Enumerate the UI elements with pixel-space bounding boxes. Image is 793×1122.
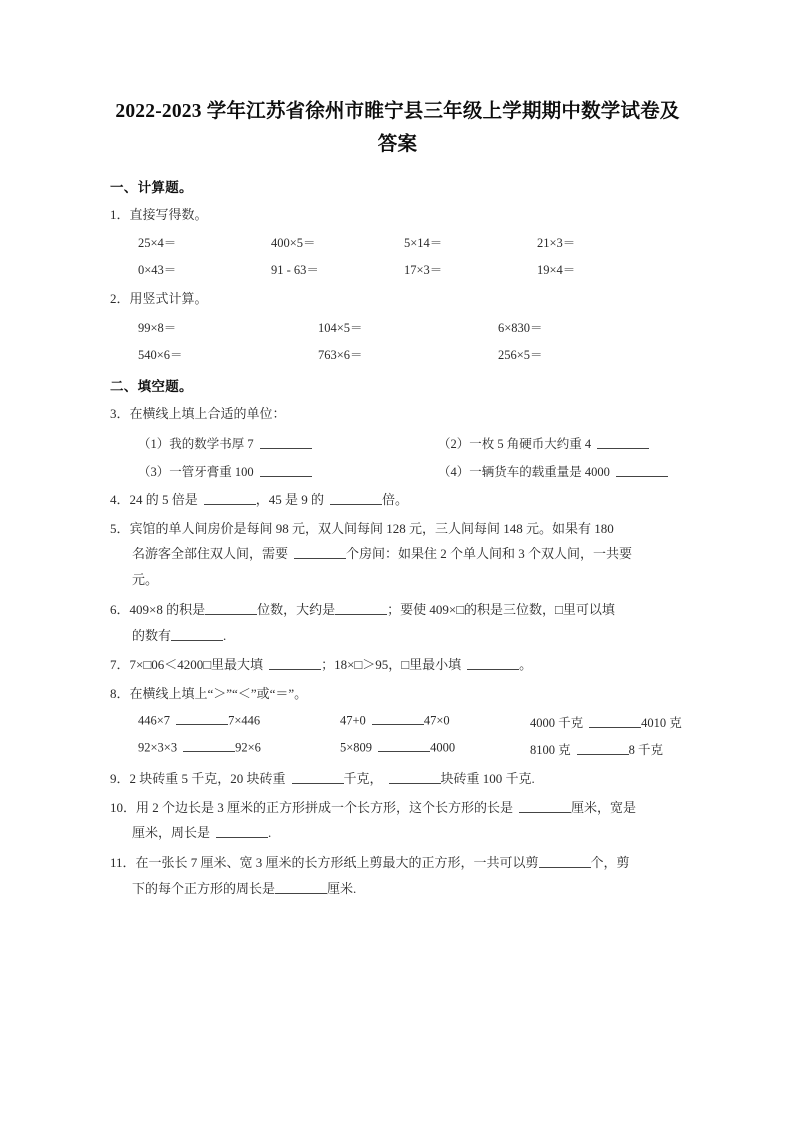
question-1-text: 直接写得数。	[129, 206, 208, 222]
expression: 6×830＝	[498, 321, 543, 335]
question-6-part-c: ；要使 409×□的积是三位数，□里可以填	[387, 601, 615, 617]
answer-blank[interactable]	[589, 715, 641, 728]
answer-blank[interactable]	[216, 825, 268, 838]
question-10-part-a: 用 2 个边长是 3 厘米的正方形拼成一个长方形，这个长方形的长是	[136, 799, 514, 815]
answer-blank[interactable]	[260, 436, 312, 449]
expression: 104×5＝	[318, 321, 363, 335]
section-heading-calculation: 一、计算题。	[110, 179, 193, 195]
question-6-number: 6．	[110, 601, 130, 617]
expression: 763×6＝	[318, 348, 363, 362]
answer-blank[interactable]	[519, 800, 571, 813]
answer-blank[interactable]	[372, 713, 424, 726]
question-2-row-1	[110, 318, 685, 336]
right-expression: 4010 克	[641, 715, 682, 730]
question-3-text: 在横线上填上合适的单位：	[129, 406, 286, 421]
answer-blank[interactable]	[183, 740, 235, 753]
question-5-line-2	[110, 544, 685, 564]
question-9-part-c: 块砖重 100 千克.	[440, 770, 535, 786]
question-5-line-3: 元。	[132, 572, 159, 587]
right-expression: 47×0	[423, 713, 450, 728]
expression: 21×3＝	[537, 236, 576, 251]
question-4-part-c: 倍。	[382, 491, 409, 507]
question-6-part-a: 409×8 的积是	[129, 601, 206, 617]
answer-blank[interactable]	[330, 492, 382, 505]
answer-blank[interactable]	[205, 602, 257, 615]
answer-blank[interactable]	[616, 464, 668, 477]
question-7-part-c: 。	[519, 657, 533, 673]
answer-blank[interactable]	[269, 657, 321, 670]
question-1-row-1	[110, 233, 685, 251]
question-2	[110, 289, 685, 309]
comparison-item	[530, 740, 663, 758]
left-expression: 446×7	[138, 713, 171, 728]
question-1-row-2	[110, 260, 685, 278]
question-9-number: 9．	[110, 770, 130, 786]
question-8	[110, 684, 685, 704]
question-8-row-1	[110, 713, 685, 731]
question-6-line-2	[110, 626, 685, 646]
question-3	[110, 404, 685, 424]
answer-blank[interactable]	[597, 436, 649, 449]
question-5-line-1: 宾馆的单人间房价是每间 98 元，双人间每间 128 元，三人间每间 148 元。如果有 180	[129, 520, 614, 536]
answer-blank[interactable]	[335, 602, 387, 615]
question-4	[110, 490, 685, 510]
left-expression: 4000 千克	[530, 715, 584, 730]
page-content	[110, 96, 685, 899]
question-11-part-a: 在一张长 7 厘米、宽 3 厘米的长方形纸上剪最大的正方形，一共可以剪	[135, 855, 539, 870]
answer-blank[interactable]	[176, 713, 228, 726]
question-8-number: 8．	[110, 686, 130, 701]
question-2-row-2	[110, 345, 685, 363]
expression: 25×4＝	[138, 236, 177, 251]
question-1-number: 1．	[110, 206, 130, 222]
item-label: （3）一管牙膏重 100	[138, 464, 254, 479]
right-expression: 92×6	[235, 740, 261, 755]
question-10-line-2	[110, 823, 685, 843]
question-2-number: 2．	[110, 291, 130, 307]
item-label: （4）一辆货车的载重量是 4000	[438, 464, 610, 479]
question-3-item-4	[438, 462, 738, 480]
answer-blank[interactable]	[260, 464, 312, 477]
question-3-number: 3．	[110, 406, 130, 421]
comparison-item	[530, 713, 682, 731]
question-10-part-d: .	[268, 825, 272, 841]
left-expression: 5×809	[340, 740, 373, 755]
question-11-part-c: 下的每个正方形的周长是	[132, 880, 276, 896]
right-expression: 7×446	[228, 713, 261, 728]
expression: 256×5＝	[498, 348, 543, 362]
page-title: 2022-2023 学年江苏省徐州市睢宁县三年级上学期期中数学试卷及答案	[115, 101, 680, 155]
answer-blank[interactable]	[539, 855, 591, 868]
expression: 17×3＝	[404, 263, 443, 278]
expression: 0×43＝	[138, 263, 177, 278]
question-6-part-d: 的数有	[132, 627, 172, 643]
question-5-part-b: 个房间：如果住 2 个单人间和 3 个双人间，一共要	[346, 546, 633, 562]
answer-blank[interactable]	[378, 740, 430, 753]
question-3-row-1	[110, 434, 685, 452]
answer-blank[interactable]	[294, 546, 346, 559]
question-10-number: 10．	[110, 799, 137, 815]
comparison-item	[340, 740, 530, 758]
answer-blank[interactable]	[292, 771, 344, 784]
expression: 91 - 63＝	[271, 263, 319, 278]
comparison-item	[340, 713, 530, 731]
expression: 540×6＝	[138, 348, 183, 362]
expression: 99×8＝	[138, 321, 177, 335]
question-5	[110, 519, 685, 539]
question-3-item-2	[438, 434, 738, 452]
question-11-part-d: 厘米.	[327, 880, 357, 896]
answer-blank[interactable]	[275, 881, 327, 894]
question-4-number: 4．	[110, 491, 130, 507]
answer-blank[interactable]	[467, 657, 519, 670]
question-10-part-b: 厘米，宽是	[571, 799, 637, 815]
question-11-part-b: 个，剪	[590, 855, 630, 870]
left-expression: 8100 克	[530, 742, 571, 757]
question-7-part-a: 7×□06＜4200□里最大填	[129, 657, 264, 673]
comparison-item	[138, 740, 340, 758]
expression: 19×4＝	[537, 263, 576, 278]
question-5-part-a: 名游客全部住双人间，需要	[132, 546, 289, 562]
left-expression: 47+0	[340, 713, 366, 728]
question-1	[110, 205, 685, 225]
question-3-item-3	[138, 462, 438, 480]
answer-blank[interactable]	[577, 742, 629, 755]
question-6-part-b: 位数，大约是	[257, 601, 336, 617]
question-8-text: 在横线上填上“＞”“＜”或“＝”。	[129, 686, 308, 701]
item-label: （2）一枚 5 角硬币大约重 4	[438, 436, 592, 451]
question-6-part-e: .	[223, 627, 227, 643]
question-7	[110, 655, 685, 675]
question-9	[110, 769, 685, 789]
expression: 5×14＝	[404, 236, 443, 251]
right-expression: 8 千克	[628, 742, 664, 757]
question-6	[110, 600, 685, 620]
answer-blank[interactable]	[204, 492, 256, 505]
question-4-part-b: ，45 是 9 的	[255, 491, 325, 507]
question-2-text: 用竖式计算。	[129, 291, 208, 307]
item-label: （1）我的数学书厚 7	[138, 436, 254, 451]
question-5-number: 5．	[110, 520, 130, 536]
question-7-part-b: ；18×□＞95，□里最小填	[321, 657, 462, 673]
question-8-row-2	[110, 740, 685, 758]
question-9-part-a: 2 块砖重 5 千克，20 块砖重	[129, 770, 286, 786]
question-3-item-1	[138, 434, 438, 452]
question-11-number: 11．	[110, 855, 136, 870]
question-11-line-2	[110, 879, 685, 899]
question-3-row-2	[110, 462, 685, 480]
left-expression: 92×3×3	[138, 740, 178, 755]
question-7-number: 7．	[110, 657, 130, 673]
question-4-part-a: 24 的 5 倍是	[129, 491, 198, 507]
section-heading-fill-in-blank: 二、填空题。	[110, 379, 193, 394]
question-11	[110, 853, 685, 873]
answer-blank[interactable]	[389, 771, 441, 784]
question-10-part-c: 厘米，周长是	[132, 825, 211, 841]
question-10	[110, 798, 685, 818]
comparison-item	[138, 713, 340, 731]
right-expression: 4000	[430, 740, 456, 755]
answer-blank[interactable]	[171, 628, 223, 641]
expression: 400×5＝	[271, 236, 316, 251]
question-9-part-b: 千克，	[343, 770, 383, 786]
